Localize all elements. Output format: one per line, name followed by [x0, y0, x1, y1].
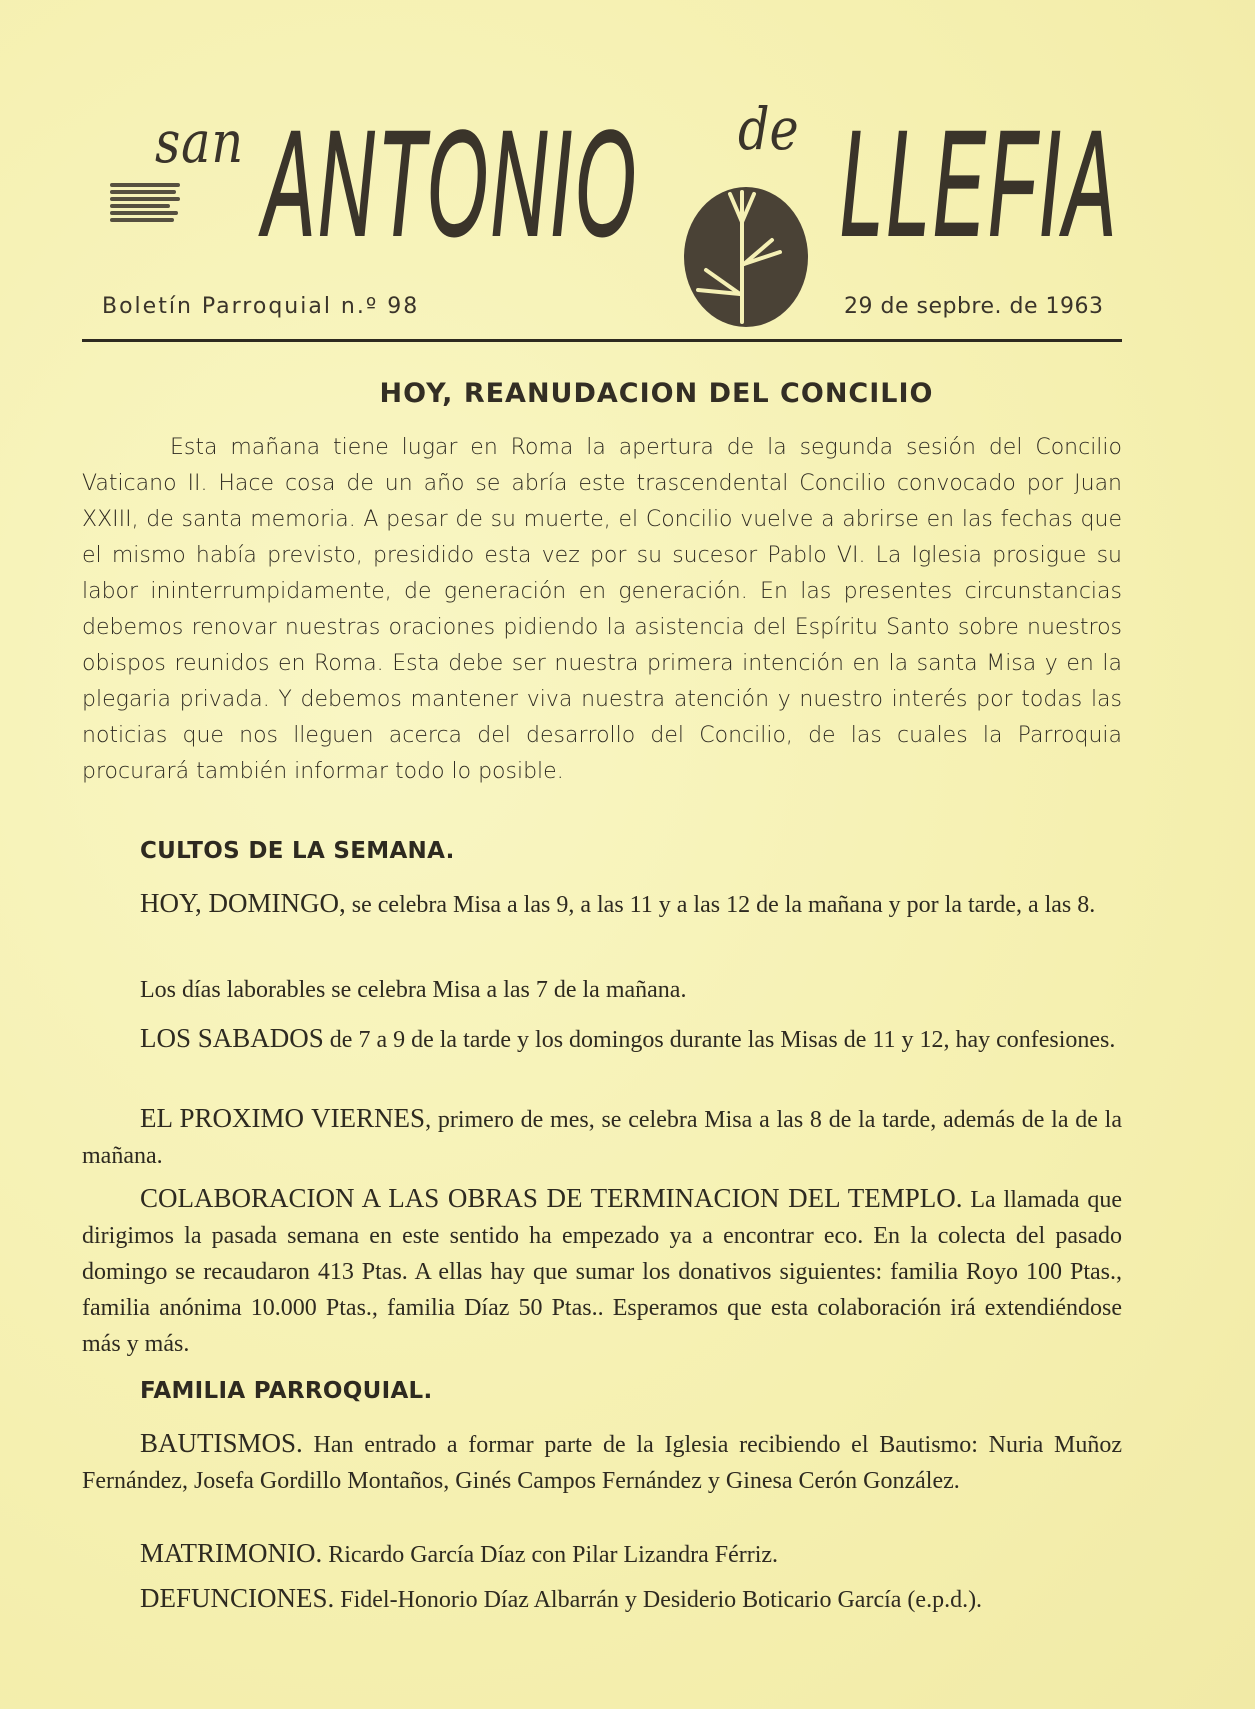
article-body: Esta mañana tiene lugar en Roma la apertura de la segunda sesión del Concilio Vaticano II. Hace cosa de un año se abría este trascendental Concilio convocado por Juan XXIII, de santa memoria. A pesar de su muerte, el Concilio vuelve a abrirse en las fechas que el mismo había previsto, presidido esta vez por su sucesor Pablo VI. La Iglesia prosigue su labor ininterrumpidamente, de generación en generación. En las presentes circunstancias debemos renovar nuestras oraciones pidiendo la asistencia del Espíritu Santo sobre nuestros obispos reunidos en Roma. Esta debe ser nuestra primera intención en la santa Misa y en la plegaria privada. Y debemos mantener viva nuestra atención y nuestro interés por todas las noticias que nos lleguen acerca del desarrollo del Concilio, de las cuales la Parroquia procurará también informar todo lo posible. — [82, 435, 1122, 784]
masthead-divider — [82, 339, 1122, 342]
familia-item: BAUTISMOS. Han entrado a formar parte de la Iglesia recibiendo el Bautismo: Nuria Muñoz Fernández, Josefa Gordillo Montaños, Ginés Campos Fernández y Ginesa Cerón González. — [82, 1428, 1122, 1494]
familia-item: DEFUNCIONES. Fidel-Honorio Díaz Albarrán y Desiderio Boticario García (e.p.d.). — [140, 1583, 983, 1613]
cultos-item: HOY, DOMINGO, se celebra Misa a las 9, a las 11 y a las 12 de la mañana y por la tarde, a las 8. — [140, 888, 1096, 918]
article-title: HOY, REANUDACION DEL CONCILIO — [379, 378, 934, 409]
cultos-item: LOS SABADOS de 7 a 9 de la tarde y los domingos durante las Misas de 11 y 12, hay confesiones. — [140, 1023, 1116, 1053]
issue-date: 29 de sepbre. de 1963 — [844, 294, 1104, 319]
familia-item: MATRIMONIO. Ricardo García Díaz con Pilar Lizandra Férriz. — [140, 1538, 779, 1568]
masthead-title-connector: de — [738, 95, 799, 163]
tree-branch-in-circle-icon — [684, 182, 814, 327]
masthead-title-prefix: san — [155, 108, 244, 176]
section-heading-familia: FAMILIA PARROQUIAL. — [140, 1378, 433, 1404]
masthead — [80, 90, 1120, 340]
masthead-title-place: LLEFIA — [840, 99, 1119, 267]
bulletin-number: Boletín Parroquial n.º 98 — [102, 294, 420, 319]
section-heading-cultos: CULTOS DE LA SEMANA. — [140, 838, 455, 864]
engraved-lines-emblem-icon — [110, 180, 180, 230]
cultos-item: EL PROXIMO VIERNES, primero de mes, se celebra Misa a las 8 de la tarde, además de la de la mañana. — [82, 1103, 1122, 1169]
cultos-item: Los días laborables se celebra Misa a las 7 de la mañana. — [140, 977, 687, 1003]
masthead-title-main: ANTONIO — [263, 99, 639, 267]
cultos-item: COLABORACION A LAS OBRAS DE TERMINACION DEL TEMPLO. La llamada que dirigimos la pasada semana en este sentido ha empezado ya a encontrar eco. En la colecta del pasado domingo se recaudaron 413 Ptas. A ellas hay que sumar los donativos siguientes: familia Royo 100 Ptas., familia anónima 10.000 Ptas., familia Díaz 50 Ptas.. Esperamos que esta colaboración irá extendiéndose más y más. — [82, 1183, 1122, 1357]
